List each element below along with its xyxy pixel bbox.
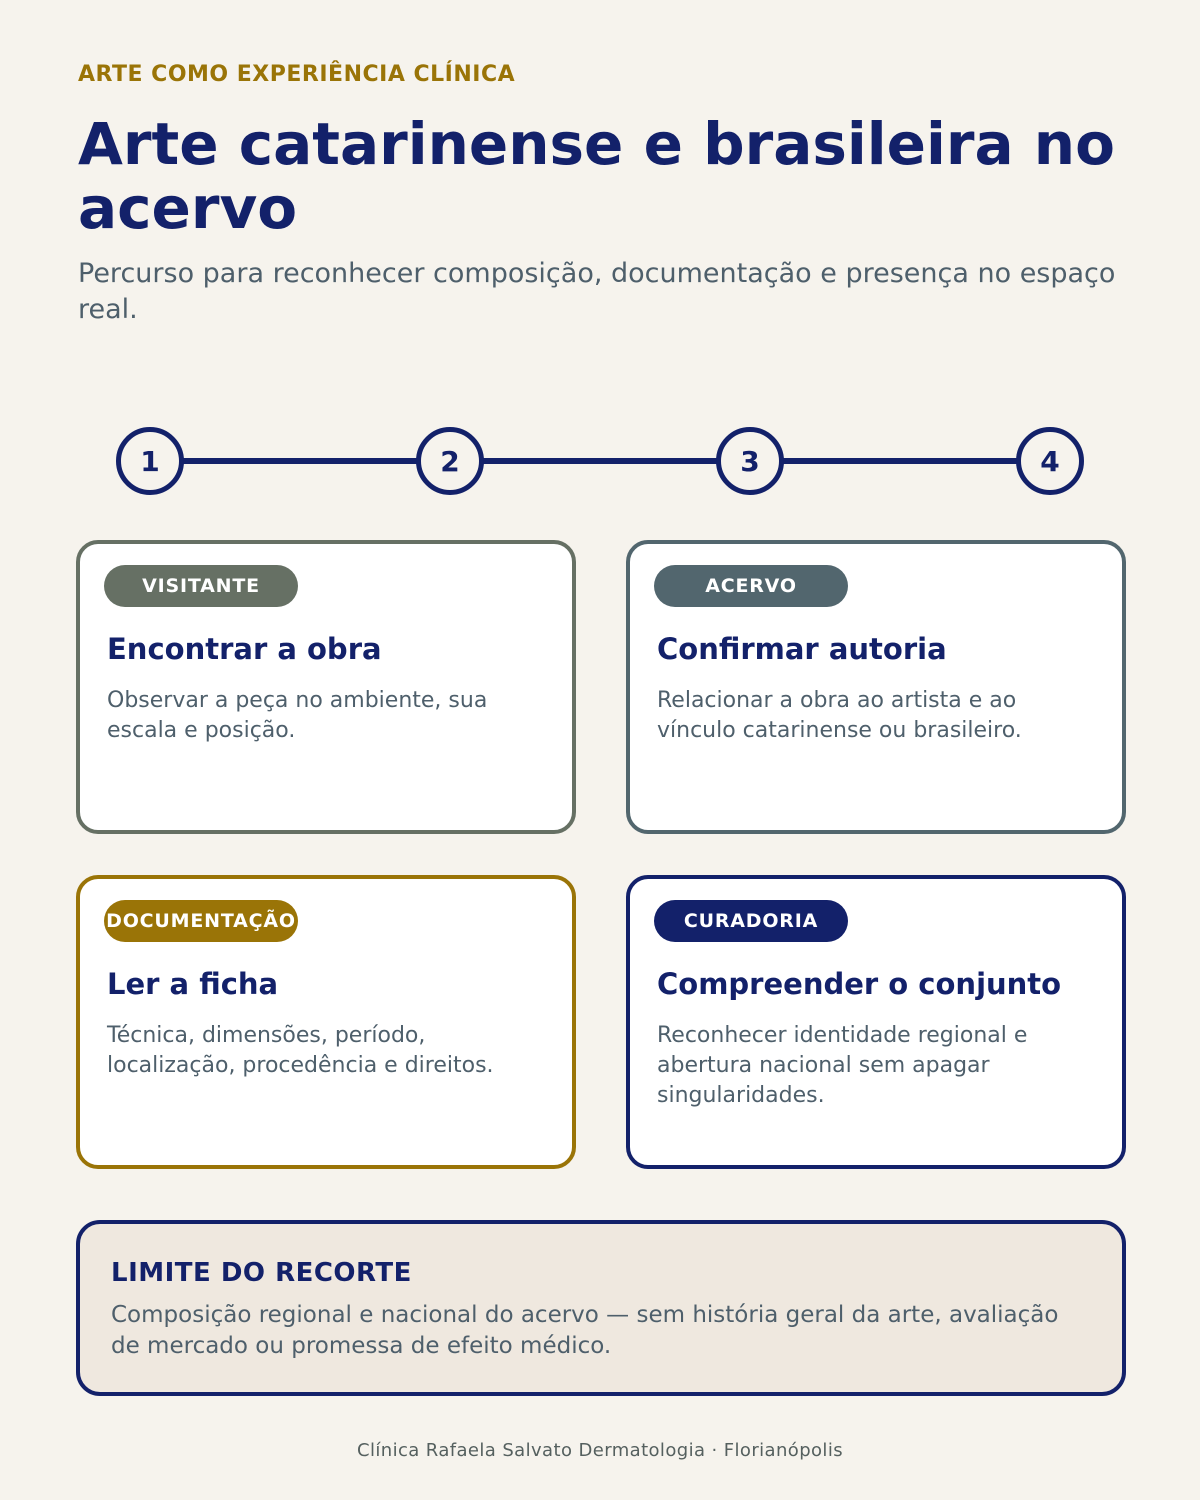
limit-text: Composição regional e nacional do acervo — sem história geral da arte, avaliação de mercado ou promessa de efeito médico.	[111, 1302, 1059, 1359]
step-marker-2: 2	[416, 427, 484, 495]
card-badge: DOCUMENTAÇÃO	[104, 900, 298, 942]
card-description: Reconhecer identidade regional e abertura nacional sem apagar singularidades.	[657, 1023, 1028, 1108]
card-title: Ler a ficha	[107, 967, 279, 1001]
card-description: Observar a peça no ambiente, sua escala e posição.	[107, 688, 488, 743]
card-description: Técnica, dimensões, período, localização, procedência e direitos.	[107, 1023, 494, 1078]
eyebrow-label: ARTE COMO EXPERIÊNCIA CLÍNICA	[78, 62, 516, 87]
step-card-documentacao	[76, 875, 576, 1169]
step-card-acervo	[626, 540, 1126, 834]
card-title: Compreender o conjunto	[657, 967, 1062, 1001]
step-marker-1: 1	[116, 427, 184, 495]
card-description: Relacionar a obra ao artista e ao vínculo catarinense ou brasileiro.	[657, 688, 1022, 743]
page-subtitle: Percurso para reconhecer composição, documentação e presença no espaço real.	[78, 258, 1116, 325]
page-title: Arte catarinense e brasileira no acervo	[78, 110, 1115, 242]
card-badge: ACERVO	[654, 565, 848, 607]
step-card-curadoria	[626, 875, 1126, 1169]
scope-limit-box	[76, 1220, 1126, 1396]
card-badge: CURADORIA	[654, 900, 848, 942]
step-progress	[0, 420, 1200, 500]
card-title: Confirmar autoria	[657, 632, 947, 666]
step-marker-4: 4	[1016, 427, 1084, 495]
step-connector-line	[150, 458, 1050, 464]
limit-title: LIMITE DO RECORTE	[111, 1258, 412, 1288]
card-title: Encontrar a obra	[107, 632, 382, 666]
footer-credit: Clínica Rafaela Salvato Dermatologia · Florianópolis	[356, 1440, 844, 1461]
step-marker-3: 3	[716, 427, 784, 495]
card-badge: VISITANTE	[104, 565, 298, 607]
step-card-visitante	[76, 540, 576, 834]
